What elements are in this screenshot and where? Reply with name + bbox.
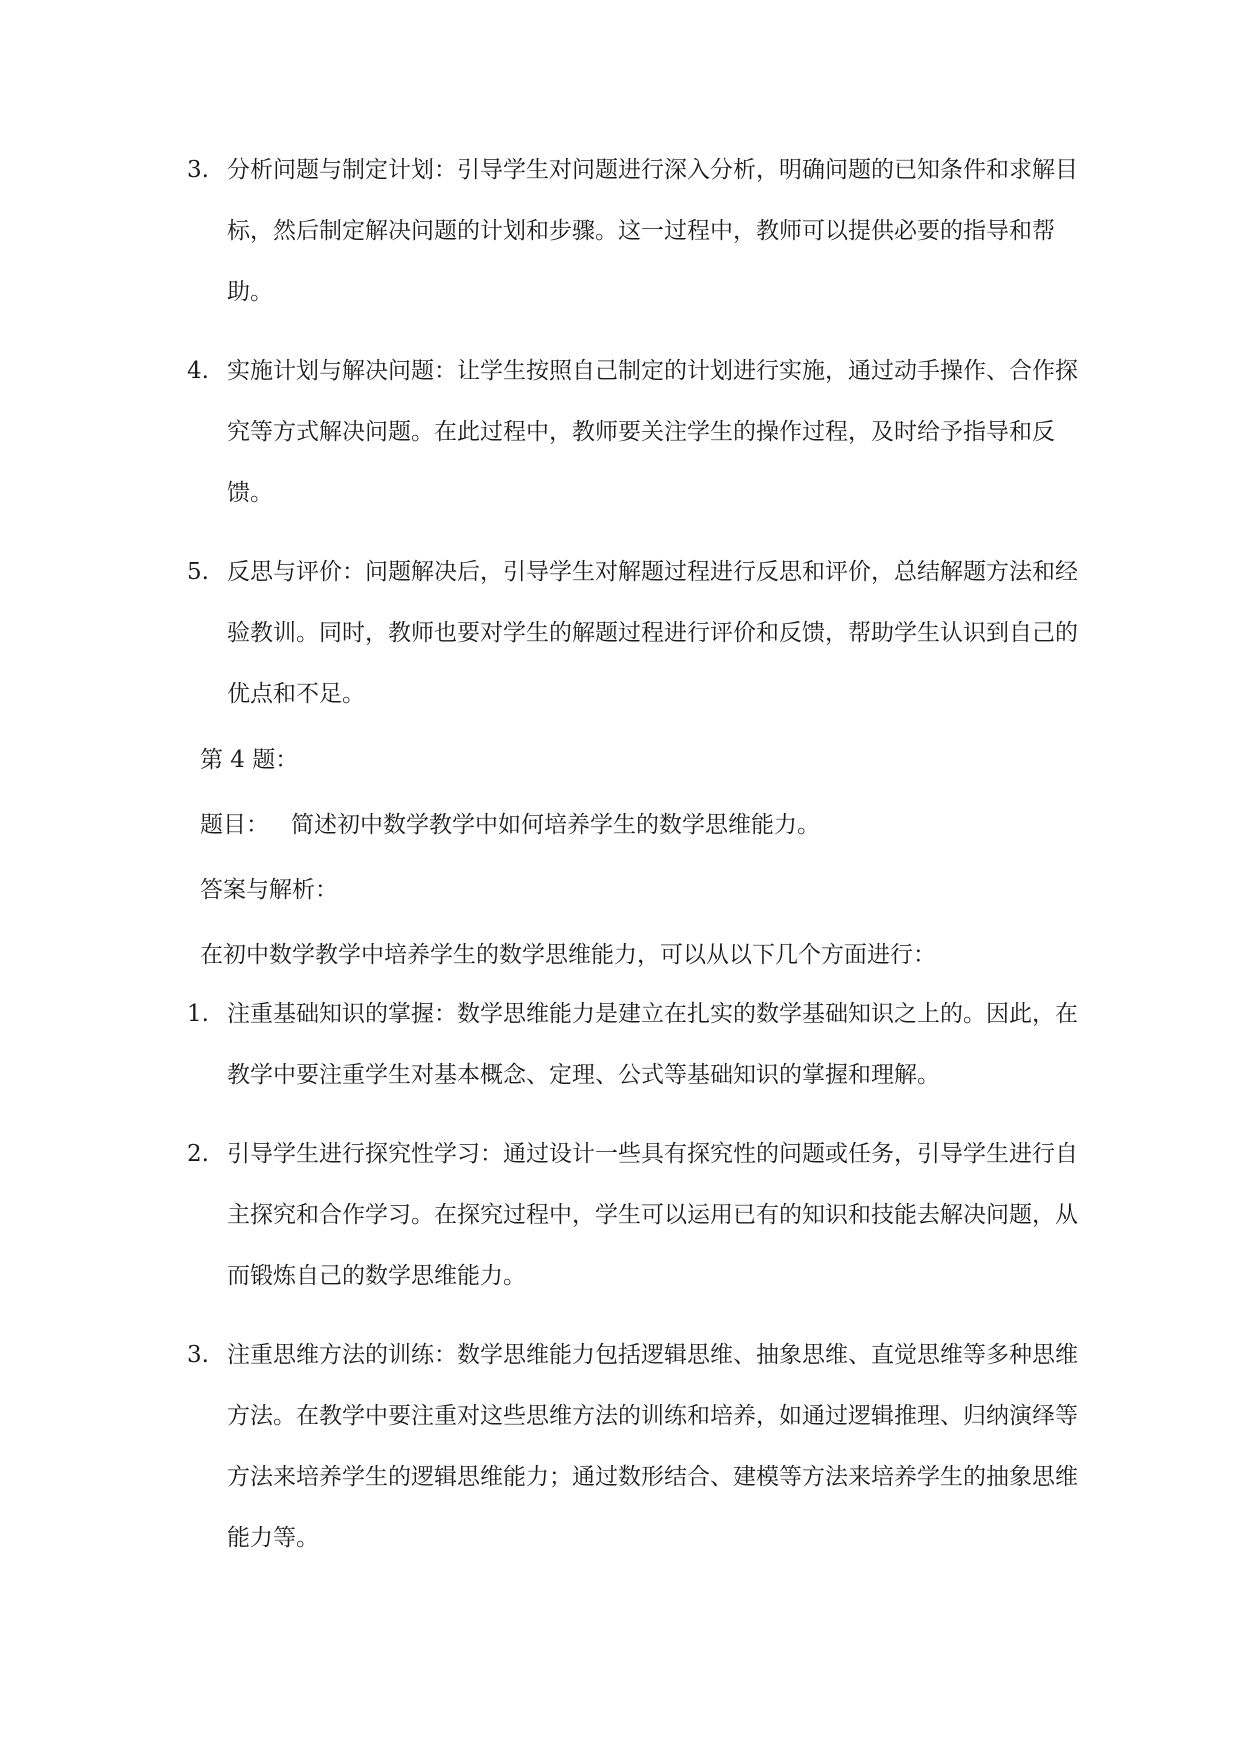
question-line: [200, 810, 1100, 840]
list-item-number: 5.: [187, 559, 209, 585]
page-content: [187, 140, 1100, 1587]
list-item: [187, 140, 1100, 323]
list-item-text: 实施计划与解决问题：让学生按照自己制定的计划进行实施，通过动手操作、合作探究等方式解决问题。在此过程中，教师要关注学生的操作过程，及时给予指导和反馈。: [227, 358, 1078, 506]
question-heading: 第 4 题：: [200, 747, 299, 773]
list-item-text: 注重基础知识的掌握：数学思维能力是建立在扎实的数学基础知识之上的。因此，在教学中要注重学生对基本概念、定理、公式等基础知识的掌握和理解。: [227, 1001, 1078, 1088]
list-item: [187, 1124, 1100, 1307]
list-item-number: 1.: [187, 1001, 209, 1027]
question-label: 题目：: [200, 812, 269, 838]
list-item: [187, 984, 1100, 1106]
list-item-number: 3.: [187, 1342, 209, 1368]
list-item-text: 反思与评价：问题解决后，引导学生对解题过程进行反思和评价，总结解题方法和经验教训。同时，教师也要对学生的解题过程进行评价和反馈，帮助学生认识到自己的优点和不足。: [227, 559, 1078, 707]
list-item-number: 4.: [187, 358, 209, 384]
list-item-number: 3.: [187, 157, 209, 183]
answer-list: [187, 984, 1100, 1569]
list-item: [187, 542, 1100, 725]
intro-paragraph: 在初中数学教学中培养学生的数学思维能力，可以从以下几个方面进行：: [200, 942, 936, 968]
answer-heading: 答案与解析：: [200, 877, 338, 903]
list-item-text: 注重思维方法的训练：数学思维能力包括逻辑思维、抽象思维、直觉思维等多种思维方法。在教学中要注重对这些思维方法的训练和培养，如通过逻辑推理、归纳演绎等方法来培养学生的逻辑思维能力；通过数形结合、建模等方法来培养学生的抽象思维能力等。: [227, 1342, 1078, 1551]
list-item: [187, 1325, 1100, 1569]
list-item-number: 2.: [187, 1141, 209, 1167]
list-item-text: 引导学生进行探究性学习：通过设计一些具有探究性的问题或任务，引导学生进行自主探究和合作学习。在探究过程中，学生可以运用已有的知识和技能去解决问题，从而锻炼自己的数学思维能力。: [227, 1141, 1078, 1289]
question-text: 简述初中数学教学中如何培养学生的数学思维能力。: [291, 812, 820, 838]
list-item: [187, 341, 1100, 524]
list-item-text: 分析问题与制定计划：引导学生对问题进行深入分析，明确问题的已知条件和求解目标，然后制定解决问题的计划和步骤。这一过程中，教师可以提供必要的指导和帮助。: [227, 157, 1078, 305]
